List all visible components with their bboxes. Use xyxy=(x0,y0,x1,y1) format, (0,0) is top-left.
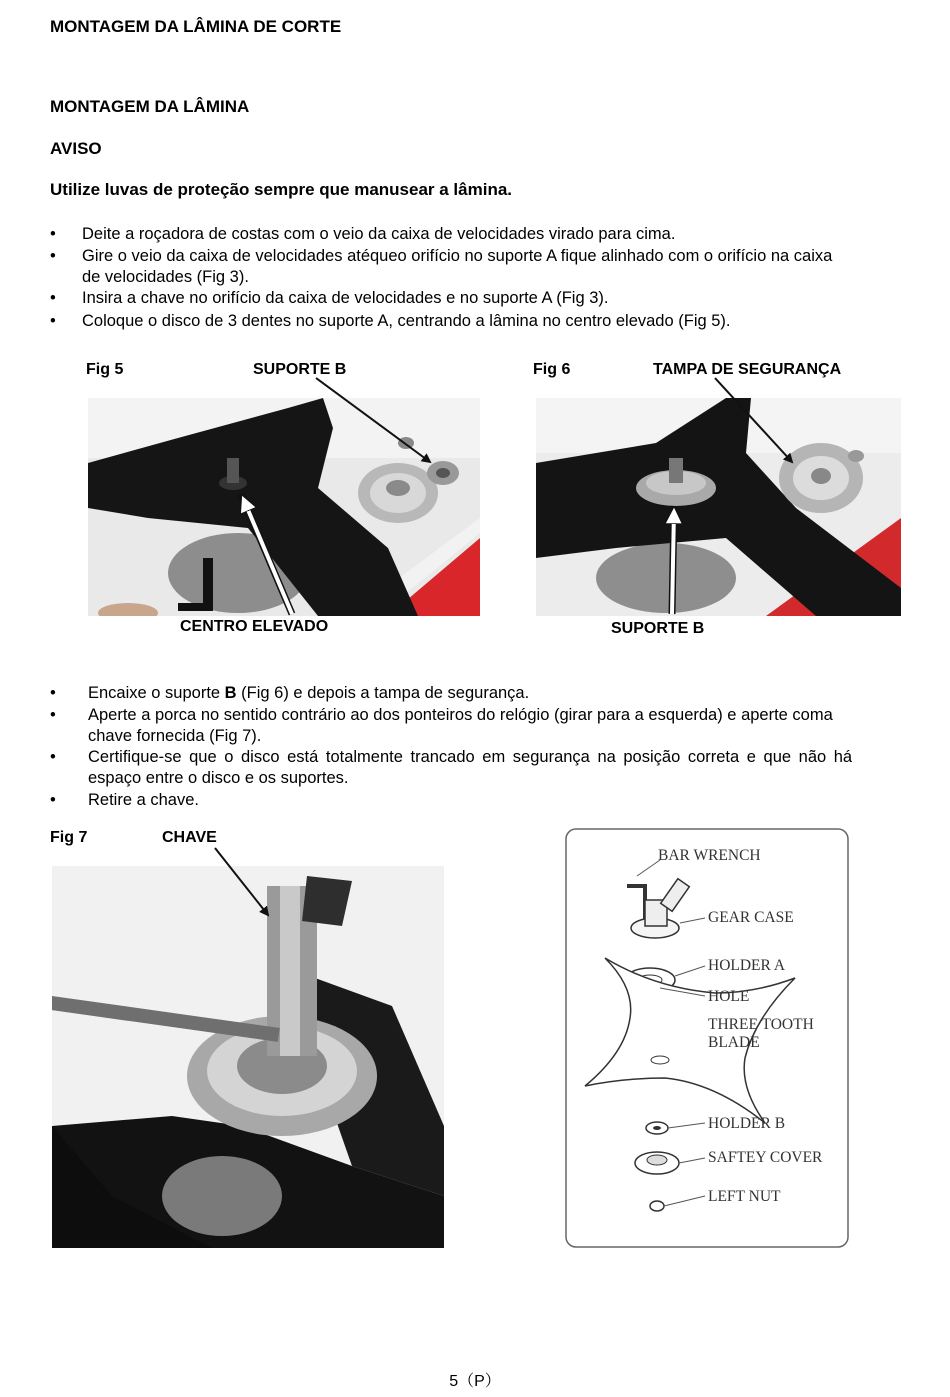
diagram-label-saftey-cover: SAFTEY COVER xyxy=(708,1149,823,1166)
diagram-label-gear-case: GEAR CASE xyxy=(708,909,794,926)
diagram-label-holder-b: HOLDER B xyxy=(708,1115,786,1132)
fig5-caption: CENTRO ELEVADO xyxy=(180,618,329,635)
arrow-tampa xyxy=(715,378,792,462)
diagram-label-holder-a: HOLDER A xyxy=(708,957,786,974)
fig6-pointer-label: TAMPA DE SEGURANÇA xyxy=(653,361,842,378)
warning-text: Utilize luvas de proteção sempre que manusear a lâmina. xyxy=(50,180,513,199)
arrow-suporte-b xyxy=(316,378,430,462)
diagram-label-hole: HOLE xyxy=(708,988,750,1005)
fig6-caption: SUPORTE B xyxy=(611,620,705,637)
arrow-suporte-b2 xyxy=(672,510,674,614)
page-number: 5（P） xyxy=(449,1373,501,1390)
diagram-label-bar-wrench: BAR WRENCH xyxy=(658,847,761,864)
diagram-label-left-nut: LEFT NUT xyxy=(708,1188,781,1205)
fig6-label: Fig 6 xyxy=(533,361,571,378)
diagram-label-three-tooth: THREE TOOTH xyxy=(708,1016,814,1033)
arrow-centro xyxy=(243,498,292,614)
arrow-chave xyxy=(215,848,268,915)
section-heading: MONTAGEM DA LÂMINA xyxy=(50,97,250,116)
warning-heading: AVISO xyxy=(50,139,102,158)
fig5-pointer-label: SUPORTE B xyxy=(253,361,347,378)
diagram-label-blade: BLADE xyxy=(708,1034,760,1051)
fig7-label: Fig 7 xyxy=(50,829,88,846)
page-title: MONTAGEM DA LÂMINA DE CORTE xyxy=(50,17,342,36)
fig7-pointer-label: CHAVE xyxy=(162,829,217,846)
fig5-label: Fig 5 xyxy=(86,361,124,378)
